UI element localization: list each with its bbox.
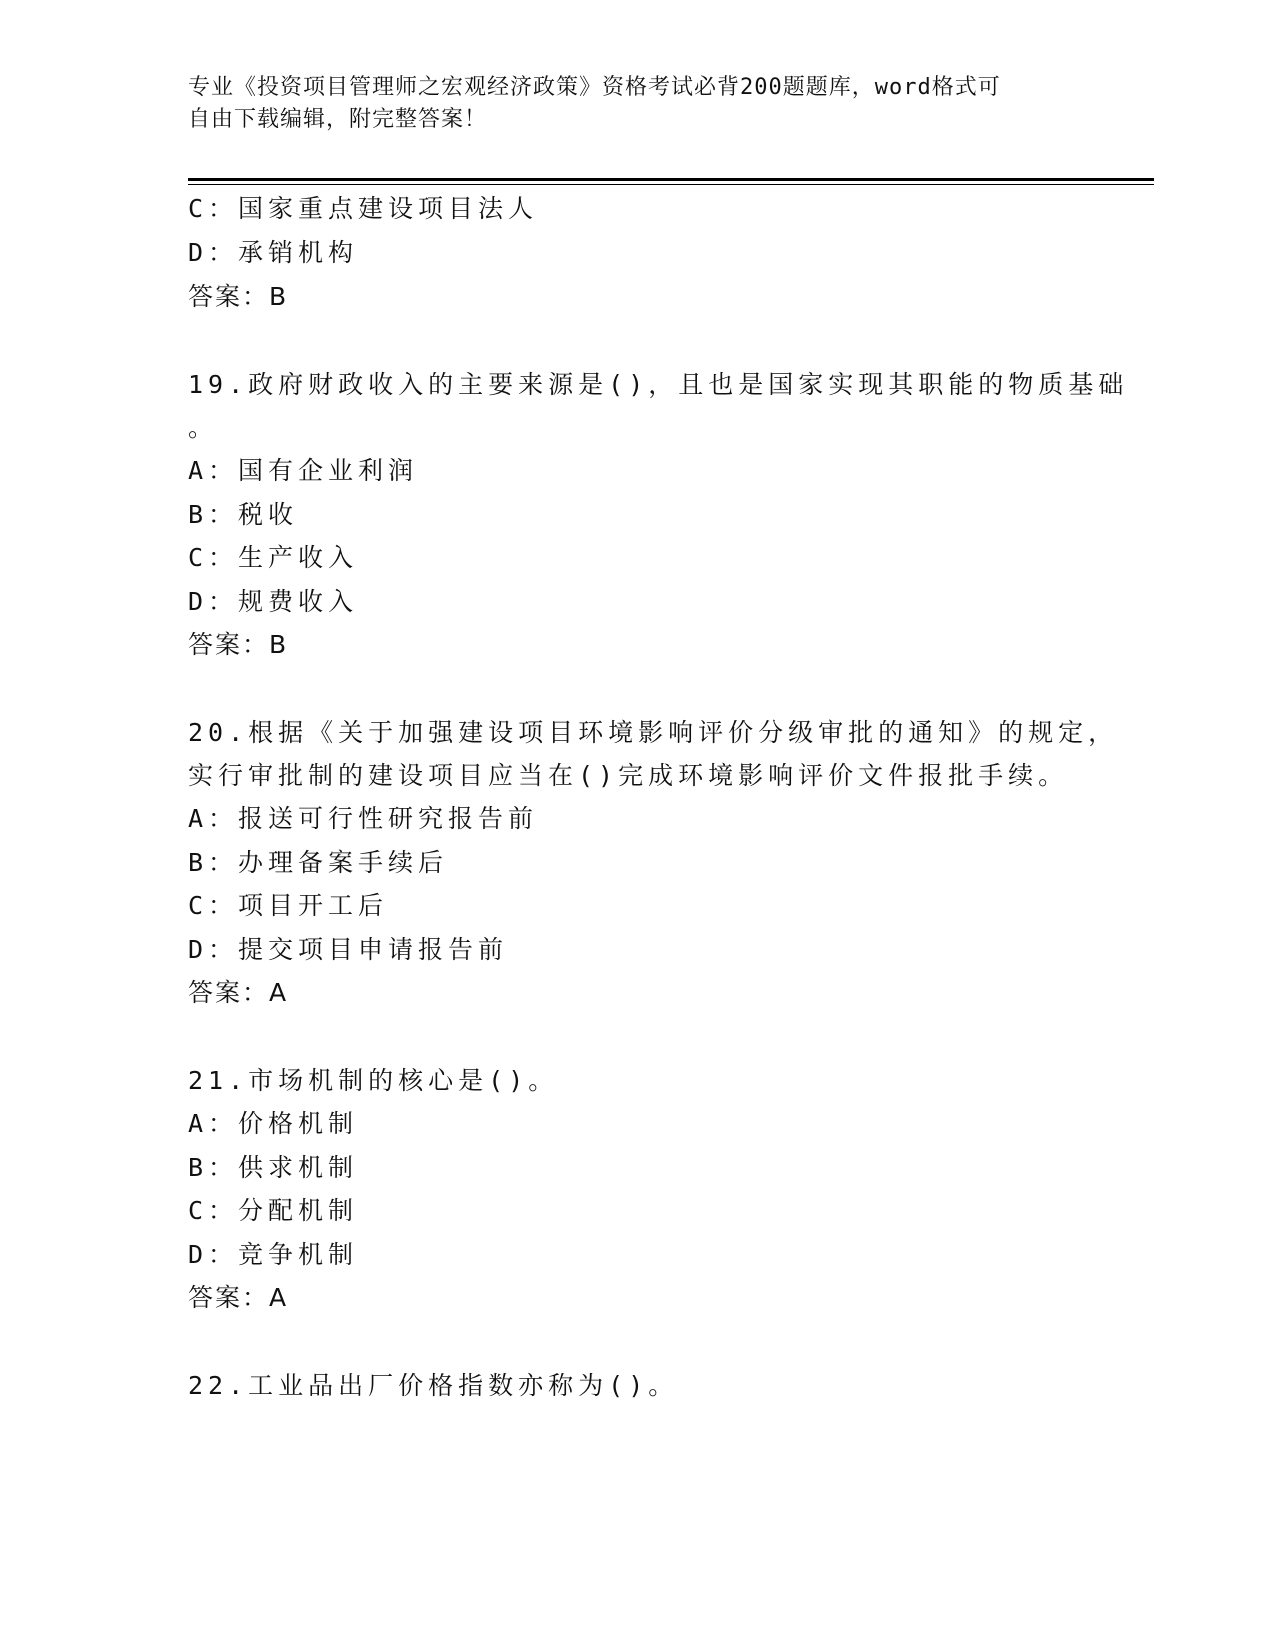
answer-label: 答案： (188, 1283, 270, 1312)
question-21-answer (188, 1281, 288, 1315)
question-19-option-d: D：规费收入 (188, 587, 359, 616)
answer-value: B (269, 282, 289, 311)
option-c: C：国家重点建设项目法人 (188, 194, 539, 223)
question-20-answer (188, 976, 288, 1010)
header-line-2: 自由下载编辑，附完整答案！ (188, 107, 488, 132)
answer-value: A (269, 1283, 289, 1312)
question-20-option-c: C：项目开工后 (188, 891, 389, 920)
question-20-stem: 20.根据《关于加强建设项目环境影响评价分级审批的通知》的规定， (188, 718, 1119, 747)
question-21-option-c: C：分配机制 (188, 1196, 359, 1225)
option-d: D：承销机构 (188, 238, 359, 267)
answer-value: A (269, 978, 289, 1007)
answer-label: 答案： (188, 282, 270, 311)
question-20-option-d: D：提交项目申请报告前 (188, 935, 509, 964)
question-21-stem: 21.市场机制的核心是()。 (188, 1066, 559, 1095)
question-19-option-a: A：国有企业利润 (188, 456, 419, 485)
question-21-option-b: B：供求机制 (188, 1153, 359, 1182)
question-19-stem: 19.政府财政收入的主要来源是()，且也是国家实现其职能的物质基础 (188, 370, 1129, 399)
question-20-option-a: A：报送可行性研究报告前 (188, 804, 539, 833)
question-19-answer (188, 628, 288, 662)
header-divider-thick (188, 178, 1154, 181)
question-22-stem: 22.工业品出厂价格指数亦称为()。 (188, 1371, 679, 1400)
question-20-stem-cont: 实行审批制的建设项目应当在()完成环境影响评价文件报批手续。 (188, 761, 1069, 790)
question-19-option-b: B：税收 (188, 500, 299, 529)
answer-label: 答案： (188, 978, 270, 1007)
header-divider-thin (188, 184, 1154, 185)
question-21-option-a: A：价格机制 (188, 1109, 359, 1138)
document-header (188, 72, 1068, 136)
answer-value: B (269, 630, 289, 659)
header-line-1: 专业《投资项目管理师之宏观经济政策》资格考试必背200题题库，word格式可 (188, 75, 1001, 100)
answer-line (188, 280, 288, 314)
question-19-option-c: C：生产收入 (188, 543, 359, 572)
question-20-option-b: B：办理备案手续后 (188, 848, 449, 877)
question-19-stem-cont: 。 (188, 413, 219, 442)
question-21-option-d: D：竞争机制 (188, 1240, 359, 1269)
answer-label: 答案： (188, 630, 270, 659)
